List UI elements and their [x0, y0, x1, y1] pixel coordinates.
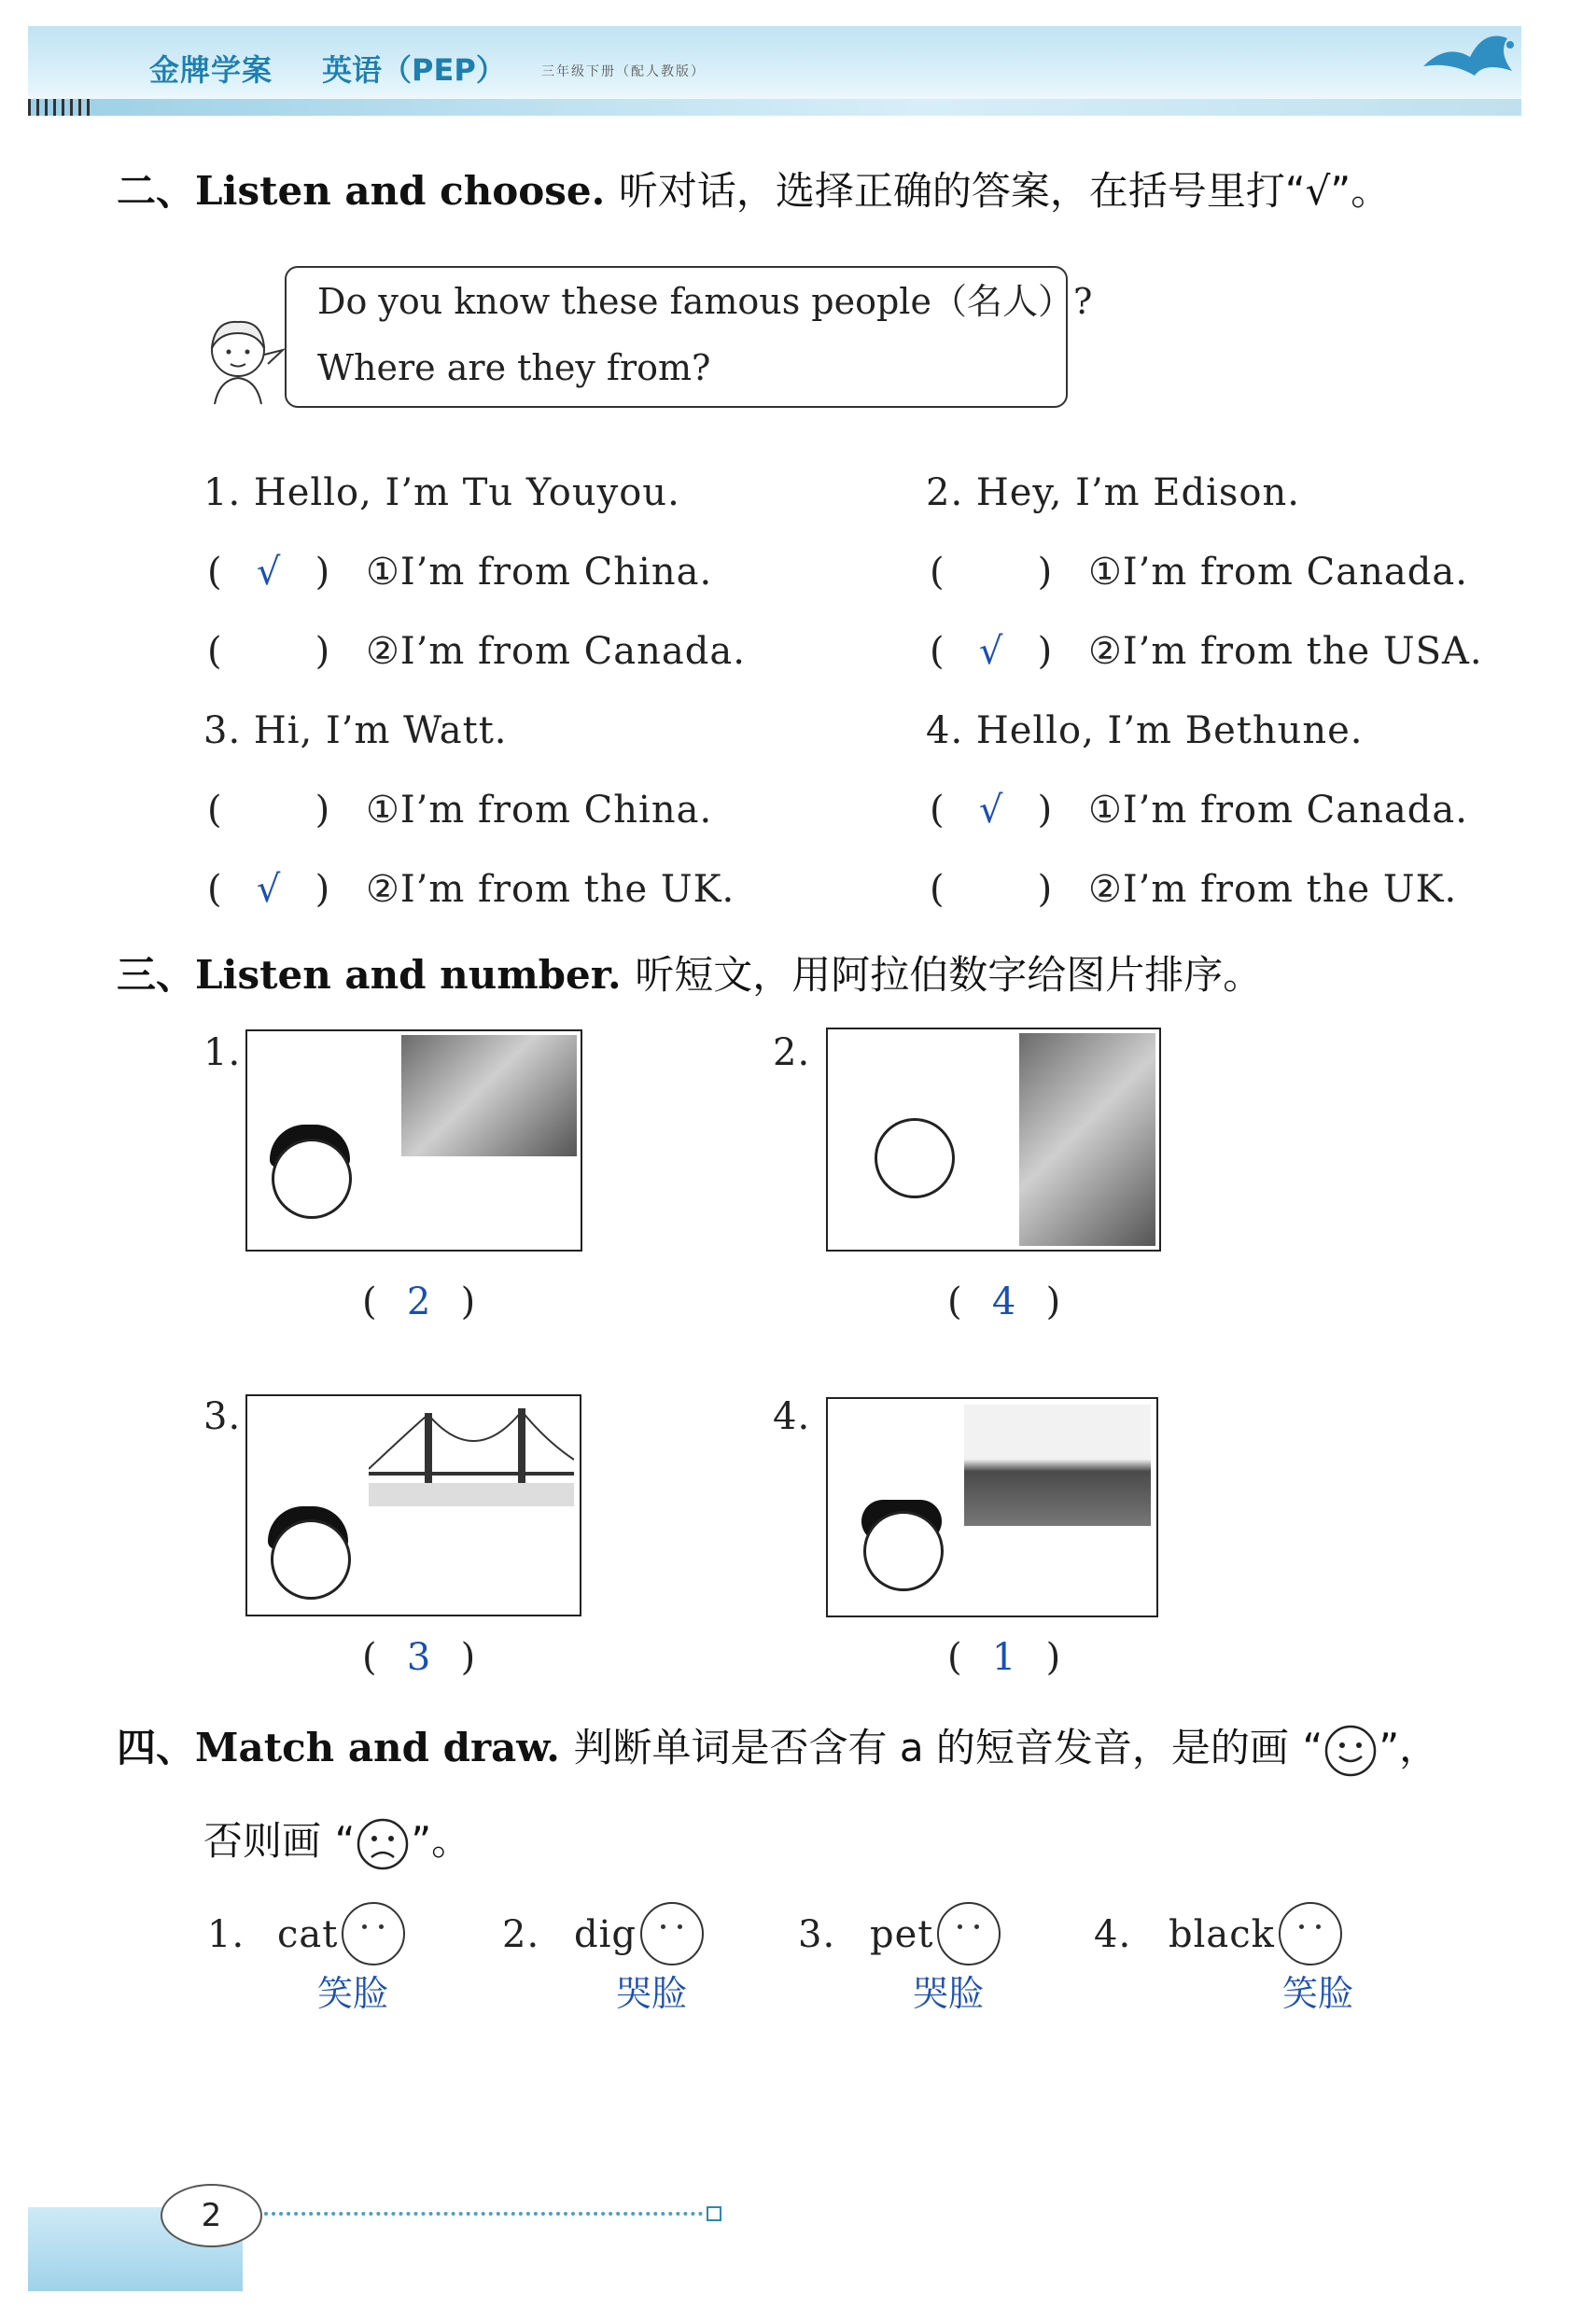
word4-circle[interactable] [1279, 1902, 1342, 1965]
word2: dig [574, 1913, 637, 1956]
pic1-answer: 2 [406, 1280, 431, 1323]
q1-option-2: ②I’m from Canada. [366, 630, 746, 673]
q4-paren-1: ( √ ) [930, 789, 1053, 832]
q4-stem: 4. Hello, I’m Bethune. [926, 709, 1364, 752]
golden-gate-photo [369, 1404, 574, 1506]
pic3-answer: 3 [406, 1636, 431, 1679]
pic3-paren: ( 3 ) [362, 1636, 476, 1679]
footer-dotted-line [264, 2212, 703, 2216]
section4-title: 四、Match and draw. 判断单词是否含有 a 的短音发音，是的画 “ ”， [117, 1717, 1438, 1779]
header-brand: 金牌学案 [149, 52, 273, 88]
q3-paren-1: ( ) [207, 789, 330, 832]
great-wall-photo [401, 1035, 577, 1156]
pic2-answer: 4 [991, 1280, 1016, 1323]
word3: pet [870, 1913, 934, 1956]
q4-answer-1: √ [978, 789, 1003, 832]
q2-option-1: ①I’m from Canada. [1088, 551, 1468, 594]
q2-paren-1: ( ) [930, 551, 1053, 594]
word1: cat [277, 1913, 339, 1956]
pic4-paren: ( 1 ) [947, 1636, 1061, 1679]
big-ben-photo [964, 1405, 1151, 1526]
section4-line2-text: 否则画 [203, 1818, 322, 1864]
q2-answer-2: √ [978, 630, 1003, 673]
header-rule [28, 99, 1521, 116]
word3-circle[interactable] [937, 1902, 1001, 1965]
bubble-line-1: Do you know these famous people（名人）? [317, 281, 1093, 322]
q3-paren-2: ( √ ) [207, 868, 330, 911]
section2-title [117, 161, 1390, 217]
word2-answer: 哭脸 [616, 1973, 688, 2014]
word1-answer: 笑脸 [317, 1973, 389, 2014]
section3-title [117, 944, 1262, 1000]
q1-paren-2: ( ) [207, 630, 330, 673]
section4-line2-end: 。 [431, 1818, 471, 1864]
section4-title-en: 四、Match and draw. [117, 1725, 560, 1770]
girl-face [271, 1519, 351, 1600]
word1-num: 1. [207, 1913, 245, 1956]
pic2-number: 2. [773, 1031, 811, 1074]
q3-stem: 3. Hi, I’m Watt. [203, 709, 508, 752]
header-grade: 三年级下册（配人教版） [541, 64, 706, 79]
pic3-number: 3. [203, 1395, 242, 1438]
section2-title-en: 二、Listen and choose. [117, 168, 606, 214]
q1-answer-1: √ [256, 551, 281, 594]
smile-face-icon [1323, 1723, 1379, 1779]
q3-answer-2: √ [256, 868, 281, 911]
q4-option-2: ②I’m from the UK. [1088, 868, 1458, 911]
word2-circle[interactable] [640, 1902, 704, 1965]
q1-stem: 1. Hello, I’m Tu Youyou. [203, 471, 680, 514]
word3-num: 3. [798, 1913, 836, 1956]
q2-paren-2: ( √ ) [930, 630, 1053, 673]
pic4-answer: 1 [991, 1636, 1016, 1679]
cn-tower-photo [1019, 1033, 1155, 1246]
pic1-paren: ( 2 ) [362, 1280, 476, 1323]
q2-stem: 2. Hey, I’m Edison. [926, 471, 1300, 514]
word4: black [1169, 1913, 1275, 1956]
page-number: 2 [161, 2184, 262, 2247]
picture-4 [826, 1397, 1158, 1617]
section4-line2: 否则画 “ ”。 [203, 1811, 470, 1872]
picture-2 [826, 1028, 1161, 1252]
bubble-line-2: Where are they from? [317, 347, 711, 388]
picture-3 [245, 1394, 581, 1616]
sad-face-icon [355, 1816, 411, 1872]
section4-title-end: ， [1399, 1725, 1439, 1770]
q4-paren-2: ( ) [930, 868, 1053, 911]
header-ticks [28, 99, 95, 116]
boy-face [272, 1139, 352, 1219]
word4-num: 4. [1094, 1913, 1132, 1956]
footer-square-icon [707, 2206, 721, 2221]
q2-option-2: ②I’m from the USA. [1088, 630, 1483, 673]
q4-option-1: ①I’m from Canada. [1088, 789, 1468, 832]
section3-title-en: 三、Listen and number. [117, 952, 622, 998]
word4-answer: 笑脸 [1282, 1973, 1354, 2014]
boy-cap-face [875, 1118, 955, 1198]
curly-boy-face [863, 1511, 944, 1591]
word1-circle[interactable] [342, 1902, 405, 1965]
section2-title-cn: 听对话，选择正确的答案，在括号里打“√”。 [618, 168, 1391, 214]
q1-option-1: ①I’m from China. [366, 551, 713, 594]
header-subject: 英语（PEP） [322, 52, 506, 88]
section3-title-cn: 听短文，用阿拉伯数字给图片排序。 [635, 952, 1263, 998]
picture-1 [245, 1029, 582, 1252]
pic2-paren: ( 4 ) [947, 1280, 1061, 1323]
word2-num: 2. [502, 1913, 540, 1956]
pic4-number: 4. [773, 1395, 811, 1438]
pic1-number: 1. [203, 1031, 242, 1074]
girl-illustration [201, 313, 285, 406]
word3-answer: 哭脸 [913, 1973, 985, 2014]
q3-option-2: ②I’m from the UK. [366, 868, 735, 911]
section4-title-cn: 判断单词是否含有 a 的短音发音，是的画 [573, 1725, 1289, 1770]
q3-option-1: ①I’m from China. [366, 789, 713, 832]
q1-paren-1: ( √ ) [207, 551, 330, 594]
wave-icon [1419, 24, 1521, 90]
